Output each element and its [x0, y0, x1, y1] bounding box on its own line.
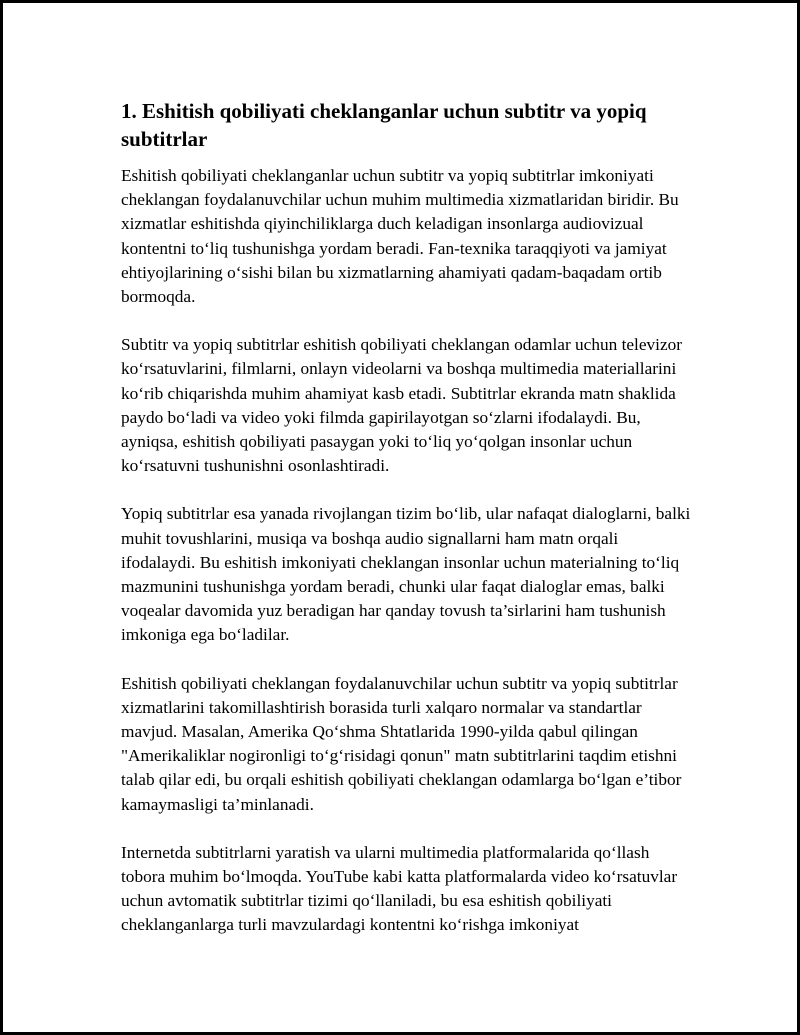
document-body: [121, 97, 696, 938]
paragraph-1: Eshitish qobiliyati cheklanganlar uchun subtitr va yopiq subtitrlar imkoniyati cheklangan foydalanuvchilar uchun muhim multimedia xizmatlaridan biridir. Bu xizmatlar eshitishda qiyinchiliklarga duch keladigan insonlarga audiovizual kontentni to‘liq tushunishga yordam beradi. Fan-texnika taraqqiyoti va jamiyat ehtiyojlarining o‘sishi bilan bu xizmatlarning ahamiyati qadam-baqadam ortib bormoqda.: [121, 166, 679, 307]
paragraph-4: Eshitish qobiliyati cheklangan foydalanuvchilar uchun subtitr va yopiq subtitrlar xizmatlarini takomillashtirish borasida turli xalqaro normalar va standartlar mavjud. Masalan, Amerika Qo‘shma Shtatlarida 1990-yilda qabul qilingan "Amerikaliklar nogironligi to‘g‘risidagi qonun" matn subtitrlarini taqdim etishni talab qilar edi, bu orqali eshitish qobiliyati cheklangan odamlarga bo‘lgan e’tibor kamaymasligi ta’minlanadi.: [121, 673, 682, 814]
paragraph-5: Internetda subtitrlarni yaratish va ularni multimedia platformalarida qo‘llash tobora muhim bo‘lmoqda. YouTube kabi katta platformalarda video ko‘rsatuvlar uchun avtomatik subtitrlar tizimi qo‘llaniladi, bu esa eshitish qobiliyati cheklanganlarga turli mavzulardagi kontentni ko‘rishga imkoniyat: [121, 842, 678, 935]
section-heading: 1. Eshitish qobiliyati cheklanganlar uchun subtitr va yopiq subtitrlar: [121, 99, 647, 151]
paragraph-3: Yopiq subtitrlar esa yanada rivojlangan tizim bo‘lib, ular nafaqat dialoglarni, balki muhit tovushlarini, musiqa va boshqa audio signallarni ham matn orqali ifodalaydi. Bu eshitish imkoniyati cheklangan insonlar uchun materialning to‘liq mazmunini tushunishga yordam beradi, chunki ular faqat dialoglar emas, balki voqealar davomida yuz beradigan har qanday tovush ta’sirlarini ham tushunish imkoniga ega bo‘ladilar.: [121, 504, 691, 645]
paragraph-2: Subtitr va yopiq subtitrlar eshitish qobiliyati cheklangan odamlar uchun televizor ko‘rsatuvlarini, filmlarni, onlayn videolarni va boshqa multimedia materiallarini ko‘rib chiqarishda muhim ahamiyat kasb etadi. Subtitrlar ekranda matn shaklida paydo bo‘ladi va video yoki filmda gapirilayotgan so‘zlarni ifodalaydi. Bu, ayniqsa, eshitish qobiliyati pasaygan yoki to‘liq yo‘qolgan insonlar uchun ko‘rsatuvni tushunishni osonlashtiradi.: [121, 335, 683, 476]
